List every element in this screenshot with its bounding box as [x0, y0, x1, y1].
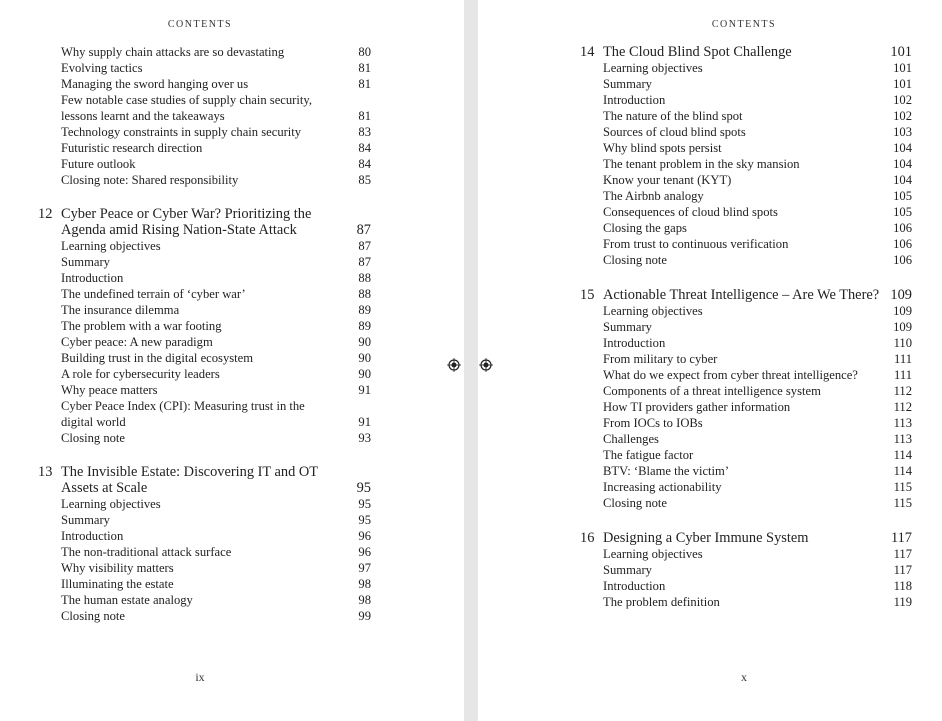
chapter-heading [38, 464, 371, 480]
entry-page-number: 119 [893, 595, 912, 609]
toc-entry [61, 286, 371, 302]
running-head: CONTENTS [167, 19, 233, 30]
entry-title: Closing note [61, 609, 126, 623]
toc-entry [61, 576, 371, 592]
entry-title: Closing note: Shared responsibility [61, 173, 239, 187]
entry-page-number: 118 [893, 579, 912, 593]
entry-title: Agenda amid Rising Nation-State Attack [61, 222, 297, 238]
entry-page-number: 95 [356, 480, 371, 496]
toc-entry [603, 546, 912, 562]
chapter-number: 12 [38, 206, 53, 222]
toc-entry [61, 108, 371, 124]
entry-page-number: 93 [358, 431, 371, 445]
toc-entry [61, 608, 371, 624]
entry-page-number: 90 [358, 367, 371, 381]
toc-entry [603, 562, 912, 578]
entry-title: Why peace matters [61, 383, 158, 397]
entry-page-number: 106 [893, 253, 912, 267]
entry-page-number: 87 [358, 255, 371, 269]
entry-page-number: 104 [893, 141, 912, 155]
entry-title: lessons learnt and the takeaways [61, 109, 225, 123]
entry-page-number: 91 [358, 383, 371, 397]
toc-list [38, 44, 371, 624]
toc-entry [603, 172, 912, 188]
entry-title: digital world [61, 415, 126, 429]
entry-page-number: 101 [890, 44, 912, 60]
toc-entry [61, 398, 371, 414]
entry-page-number: 111 [894, 352, 912, 366]
entry-page-number: 88 [358, 271, 371, 285]
entry-title: Challenges [603, 432, 659, 446]
entry-title: Components of a threat intelligence system [603, 384, 821, 398]
running-head: CONTENTS [711, 19, 777, 30]
entry-title: Increasing actionability [603, 480, 722, 494]
entry-title: The human estate analogy [61, 593, 193, 607]
entry-title: Why supply chain attacks are so devastating [61, 45, 285, 59]
toc-entry [603, 236, 912, 252]
entry-title: Building trust in the digital ecosystem [61, 351, 254, 365]
entry-title: Learning objectives [61, 239, 161, 253]
toc-entry [603, 303, 912, 319]
entry-title: Closing note [61, 431, 126, 445]
entry-page-number: 83 [358, 125, 371, 139]
toc-entry [61, 544, 371, 560]
toc-entry [61, 302, 371, 318]
toc-entry [603, 140, 912, 156]
entry-page-number: 98 [358, 577, 371, 591]
entry-page-number: 104 [893, 173, 912, 187]
entry-page-number: 112 [893, 400, 912, 414]
section-gap [61, 188, 371, 206]
entry-title: How TI providers gather information [603, 400, 791, 414]
toc-list [580, 44, 912, 610]
toc-entry [603, 252, 912, 268]
section-gap [61, 446, 371, 464]
entry-page-number: 117 [893, 547, 912, 561]
entry-title: A role for cybersecurity leaders [61, 367, 220, 381]
right-page [478, 0, 942, 721]
entry-title: The fatigue factor [603, 448, 694, 462]
toc-entry [603, 351, 912, 367]
toc-entry [603, 60, 912, 76]
entry-page-number: 101 [893, 61, 912, 75]
entry-title: Technology constraints in supply chain security [61, 125, 302, 139]
entry-title: Cyber peace: A new paradigm [61, 335, 213, 349]
entry-page-number: 81 [358, 109, 371, 123]
entry-page-number: 97 [358, 561, 371, 575]
toc-entry [61, 512, 371, 528]
entry-title: Illuminating the estate [61, 577, 174, 591]
entry-title: Cyber Peace or Cyber War? Prioritizing the [61, 206, 312, 222]
entry-page-number: 117 [893, 563, 912, 577]
entry-title: The problem with a war footing [61, 319, 222, 333]
entry-title: The undefined terrain of ‘cyber war’ [61, 287, 246, 301]
entry-page-number: 87 [358, 239, 371, 253]
entry-page-number: 109 [893, 304, 912, 318]
toc-entry [603, 399, 912, 415]
entry-page-number: 103 [893, 125, 912, 139]
entry-title: Introduction [61, 529, 124, 543]
entry-title: Cyber Peace Index (CPI): Measuring trust in the [61, 399, 305, 413]
toc-entry [603, 578, 912, 594]
chapter-heading [580, 44, 912, 60]
toc-entry [61, 496, 371, 512]
entry-title: The Cloud Blind Spot Challenge [603, 44, 792, 60]
entry-page-number: 111 [894, 368, 912, 382]
entry-title: The tenant problem in the sky mansion [603, 157, 800, 171]
entry-title: Designing a Cyber Immune System [603, 530, 809, 546]
entry-page-number: 95 [358, 497, 371, 511]
entry-page-number: 84 [358, 141, 371, 155]
toc-entry [603, 124, 912, 140]
toc-entry [61, 592, 371, 608]
entry-title: BTV: ‘Blame the victim’ [603, 464, 730, 478]
entry-page-number: 89 [358, 303, 371, 317]
entry-title: Why blind spots persist [603, 141, 722, 155]
entry-title: Summary [603, 563, 652, 577]
entry-title: Learning objectives [603, 547, 703, 561]
toc-entry [603, 92, 912, 108]
entry-page-number: 81 [358, 61, 371, 75]
toc-entry [603, 319, 912, 335]
entry-title: Learning objectives [603, 304, 703, 318]
entry-title: From military to cyber [603, 352, 718, 366]
toc-entry [61, 172, 371, 188]
toc-entry [61, 238, 371, 254]
chapter-heading [580, 287, 912, 303]
entry-page-number: 95 [358, 513, 371, 527]
entry-page-number: 90 [358, 351, 371, 365]
chapter-heading [61, 480, 371, 496]
page-number: ix [195, 670, 205, 684]
entry-page-number: 115 [893, 480, 912, 494]
entry-page-number: 110 [893, 336, 912, 350]
toc-entry [603, 415, 912, 431]
chapter-heading [38, 206, 371, 222]
chapter-number: 15 [580, 287, 595, 303]
entry-title: The insurance dilemma [61, 303, 180, 317]
entry-title: Evolving tactics [61, 61, 143, 75]
entry-title: Introduction [603, 336, 666, 350]
entry-title: Why visibility matters [61, 561, 174, 575]
toc-entry [61, 124, 371, 140]
left-page [0, 0, 464, 721]
toc-entry [61, 76, 371, 92]
toc-entry [61, 318, 371, 334]
entry-title: Actionable Threat Intelligence – Are We There? [603, 287, 880, 303]
toc-entry [603, 335, 912, 351]
entry-title: Assets at Scale [61, 480, 148, 496]
entry-title: Summary [603, 320, 652, 334]
book-gutter [464, 0, 478, 721]
entry-title: Summary [61, 255, 110, 269]
entry-title: Learning objectives [603, 61, 703, 75]
toc-entry [61, 430, 371, 446]
entry-page-number: 113 [893, 432, 912, 446]
toc-entry [61, 414, 371, 430]
entry-page-number: 106 [893, 237, 912, 251]
entry-page-number: 88 [358, 287, 371, 301]
entry-title: Sources of cloud blind spots [603, 125, 746, 139]
entry-title: Closing note [603, 253, 668, 267]
toc-entry [603, 495, 912, 511]
entry-title: Introduction [603, 579, 666, 593]
entry-page-number: 109 [890, 287, 912, 303]
entry-page-number: 87 [356, 222, 371, 238]
toc-entry [603, 367, 912, 383]
entry-title: The Airbnb analogy [603, 189, 704, 203]
entry-page-number: 102 [893, 109, 912, 123]
entry-title: Introduction [61, 271, 124, 285]
chapter-heading [61, 222, 371, 238]
toc-entry [61, 350, 371, 366]
entry-page-number: 104 [893, 157, 912, 171]
entry-page-number: 105 [893, 189, 912, 203]
entry-title: Few notable case studies of supply chain security, [61, 93, 312, 107]
entry-title: Know your tenant (KYT) [603, 173, 732, 187]
page-number: x [741, 670, 747, 684]
entry-page-number: 89 [358, 319, 371, 333]
toc-entry [603, 188, 912, 204]
entry-title: The nature of the blind spot [603, 109, 743, 123]
entry-page-number: 109 [893, 320, 912, 334]
entry-page-number: 85 [358, 173, 371, 187]
toc-entry [603, 431, 912, 447]
entry-title: Futuristic research direction [61, 141, 203, 155]
entry-title: The Invisible Estate: Discovering IT and OT [61, 464, 319, 480]
entry-page-number: 98 [358, 593, 371, 607]
entry-title: Closing the gaps [603, 221, 687, 235]
entry-title: From trust to continuous verification [603, 237, 789, 251]
entry-page-number: 96 [358, 545, 371, 559]
toc-entry [603, 463, 912, 479]
entry-page-number: 117 [890, 530, 912, 546]
entry-page-number: 106 [893, 221, 912, 235]
entry-page-number: 99 [358, 609, 371, 623]
toc-entry [61, 60, 371, 76]
entry-title: The problem definition [603, 595, 720, 609]
entry-page-number: 115 [893, 496, 912, 510]
chapter-number: 14 [580, 44, 595, 60]
toc-entry [603, 220, 912, 236]
entry-page-number: 90 [358, 335, 371, 349]
toc-entry [61, 366, 371, 382]
toc-entry [61, 528, 371, 544]
entry-page-number: 80 [358, 45, 371, 59]
toc-entry [603, 204, 912, 220]
entry-page-number: 101 [893, 77, 912, 91]
toc-entry [61, 140, 371, 156]
entry-page-number: 113 [893, 416, 912, 430]
toc-entry [61, 156, 371, 172]
entry-page-number: 91 [358, 415, 371, 429]
entry-title: Consequences of cloud blind spots [603, 205, 778, 219]
chapter-number: 13 [38, 464, 53, 480]
toc-entry [61, 270, 371, 286]
entry-title: From IOCs to IOBs [603, 416, 703, 430]
entry-title: Introduction [603, 93, 666, 107]
entry-page-number: 84 [358, 157, 371, 171]
entry-page-number: 114 [893, 464, 912, 478]
toc-entry [61, 254, 371, 270]
entry-title: Summary [603, 77, 652, 91]
toc-entry [603, 594, 912, 610]
section-gap [603, 268, 912, 287]
section-gap [603, 511, 912, 530]
entry-page-number: 114 [893, 448, 912, 462]
chapter-number: 16 [580, 530, 595, 546]
toc-entry [61, 382, 371, 398]
entry-title: Closing note [603, 496, 668, 510]
crosshair-circle-icon [447, 358, 461, 372]
toc-entry [61, 560, 371, 576]
entry-page-number: 102 [893, 93, 912, 107]
toc-entry [61, 44, 371, 60]
entry-title: Learning objectives [61, 497, 161, 511]
entry-title: The non-traditional attack surface [61, 545, 232, 559]
toc-entry [603, 108, 912, 124]
entry-page-number: 96 [358, 529, 371, 543]
crosshair-circle-icon [479, 358, 493, 372]
entry-title: Future outlook [61, 157, 136, 171]
toc-entry [61, 334, 371, 350]
toc-entry [61, 92, 371, 108]
entry-page-number: 81 [358, 77, 371, 91]
entry-title: Summary [61, 513, 110, 527]
chapter-heading [580, 530, 912, 546]
entry-title: Managing the sword hanging over us [61, 77, 249, 91]
toc-entry [603, 447, 912, 463]
toc-entry [603, 383, 912, 399]
entry-title: What do we expect from cyber threat intelligence? [603, 368, 858, 382]
entry-page-number: 105 [893, 205, 912, 219]
toc-entry [603, 156, 912, 172]
toc-entry [603, 76, 912, 92]
entry-page-number: 112 [893, 384, 912, 398]
toc-entry [603, 479, 912, 495]
